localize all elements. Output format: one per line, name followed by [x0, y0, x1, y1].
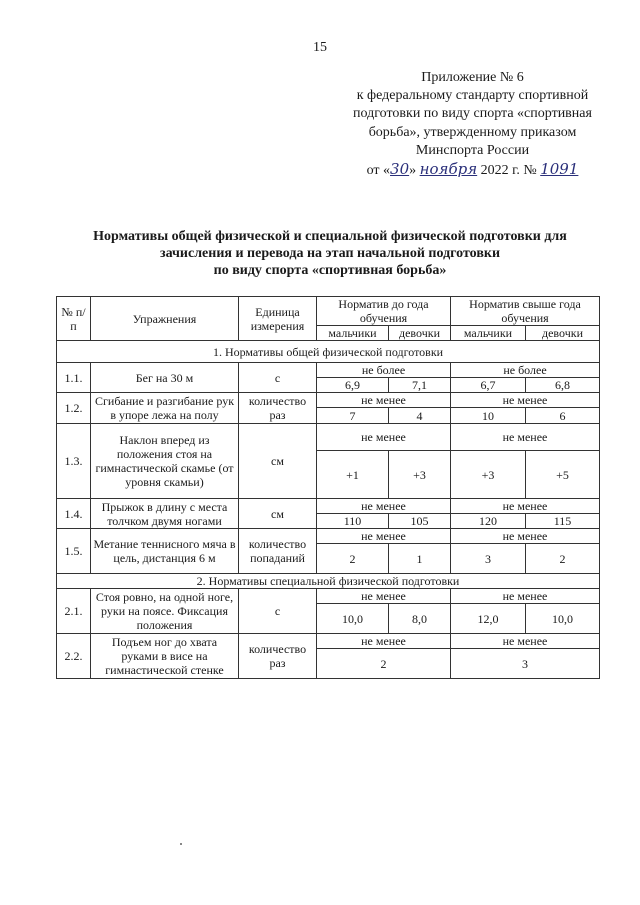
appendix-line: Приложение № 6: [421, 70, 524, 85]
title-line: по виду спорта «спортивная борьба»: [213, 263, 447, 278]
appendix-line: к федеральному стандарту спортивной: [356, 88, 589, 104]
header-row: [57, 297, 600, 326]
standards-table: [56, 296, 600, 679]
table-row: [57, 499, 600, 514]
value-boys-before: 6,9: [317, 378, 389, 393]
value-girls-before: 105: [389, 514, 451, 529]
handwritten-month: ноября: [419, 160, 478, 179]
page-number: 15: [313, 40, 327, 55]
row-exercise: Бег на 30 м: [91, 363, 239, 393]
row-unit: количество раз: [239, 393, 317, 424]
appendix-header: [330, 69, 615, 180]
row-num: 2.2.: [57, 634, 91, 679]
row-unit: см: [239, 424, 317, 499]
row-unit: количество попаданий: [239, 529, 317, 574]
value-girls-after: 6,8: [526, 378, 600, 393]
row-exercise: Метание теннисного мяча в цель, дистанция 6 м: [91, 529, 239, 574]
col-header-girls: девочки: [389, 326, 451, 341]
col-header-girls: девочки: [526, 326, 600, 341]
year-text: 2022 г. №: [480, 163, 537, 179]
row-num: 1.3.: [57, 424, 91, 499]
title-line: зачисления и перевода на этап начальной подготовки: [159, 246, 501, 261]
section-row: [57, 341, 600, 363]
row-unit: с: [239, 363, 317, 393]
row-num: 1.5.: [57, 529, 91, 574]
col-header-boys: мальчики: [451, 326, 526, 341]
value-girls-before: +3: [389, 451, 451, 499]
table-row: [57, 529, 600, 544]
condition-before: не более: [317, 363, 451, 378]
value-before-merged: 2: [317, 649, 451, 679]
row-unit: количество раз: [239, 634, 317, 679]
value-boys-after: 3: [451, 544, 526, 574]
value-boys-before: +1: [317, 451, 389, 499]
value-girls-before: 8,0: [389, 604, 451, 634]
value-boys-after: 12,0: [451, 604, 526, 634]
condition-before: не менее: [317, 529, 451, 544]
condition-after: не менее: [451, 634, 600, 649]
document-title: [60, 228, 600, 279]
handwritten-day: 30: [390, 160, 410, 179]
value-girls-after: +5: [526, 451, 600, 499]
value-boys-after: +3: [451, 451, 526, 499]
value-boys-before: 7: [317, 408, 389, 424]
row-exercise: Наклон вперед из положения стоя на гимнастической скамье (от уровня скамьи): [91, 424, 239, 499]
condition-before: не менее: [317, 393, 451, 408]
row-exercise: Стоя ровно, на одной ноге, руки на поясе. Фиксация положения: [91, 589, 239, 634]
appendix-line: подготовки по виду спорта «спортивная: [353, 106, 592, 122]
row-num: 1.1.: [57, 363, 91, 393]
col-header-boys: мальчики: [317, 326, 389, 341]
appendix-line: Минспорта России: [415, 142, 530, 158]
value-after-merged: 3: [451, 649, 600, 679]
table-row: [57, 393, 600, 408]
col-header-exercise: Упражнения: [91, 297, 239, 341]
row-exercise: Подъем ног до хвата руками в висе на гимнастической стенке: [91, 634, 239, 679]
condition-after: не менее: [451, 393, 600, 408]
table-row: [57, 589, 600, 604]
condition-after: не менее: [451, 589, 600, 604]
table-row: [57, 424, 600, 451]
appendix-line: борьба», утвержденному приказом: [368, 124, 577, 140]
order-date-line: [330, 160, 615, 180]
value-boys-before: 10,0: [317, 604, 389, 634]
handwritten-order-number: 1091: [540, 160, 579, 179]
condition-after: не менее: [451, 529, 600, 544]
value-girls-before: 1: [389, 544, 451, 574]
condition-before: не менее: [317, 589, 451, 604]
value-boys-after: 10: [451, 408, 526, 424]
condition-after: не более: [451, 363, 600, 378]
scan-speck: [180, 843, 182, 845]
value-girls-after: 6: [526, 408, 600, 424]
row-unit: с: [239, 589, 317, 634]
condition-after: не менее: [451, 499, 600, 514]
value-boys-after: 120: [451, 514, 526, 529]
section-title: 2. Нормативы специальной физической подготовки: [57, 574, 600, 589]
row-num: 2.1.: [57, 589, 91, 634]
col-header-norm-after: Норматив свыше года обучения: [451, 297, 600, 326]
condition-before: не менее: [317, 499, 451, 514]
row-exercise: Сгибание и разгибание рук в упоре лежа на полу: [91, 393, 239, 424]
value-boys-before: 110: [317, 514, 389, 529]
section-title: 1. Нормативы общей физической подготовки: [57, 341, 600, 363]
row-unit: см: [239, 499, 317, 529]
title-line: Нормативы общей физической и специальной физической подготовки для: [93, 229, 567, 244]
value-boys-before: 2: [317, 544, 389, 574]
col-header-unit: Единица измерения: [239, 297, 317, 341]
col-header-norm-before: Норматив до года обучения: [317, 297, 451, 326]
row-num: 1.2.: [57, 393, 91, 424]
table-row: [57, 634, 600, 649]
value-girls-after: 115: [526, 514, 600, 529]
row-num: 1.4.: [57, 499, 91, 529]
col-header-num: № п/п: [57, 297, 91, 341]
value-girls-after: 2: [526, 544, 600, 574]
value-girls-before: 4: [389, 408, 451, 424]
value-boys-after: 6,7: [451, 378, 526, 393]
value-girls-after: 10,0: [526, 604, 600, 634]
table-row: [57, 363, 600, 378]
date-mid: »: [409, 163, 417, 179]
condition-before: не менее: [317, 634, 451, 649]
row-exercise: Прыжок в длину с места толчком двумя ногами: [91, 499, 239, 529]
date-prefix: от «: [366, 163, 391, 179]
condition-after: не менее: [451, 424, 600, 451]
section-row: [57, 574, 600, 589]
condition-before: не менее: [317, 424, 451, 451]
value-girls-before: 7,1: [389, 378, 451, 393]
